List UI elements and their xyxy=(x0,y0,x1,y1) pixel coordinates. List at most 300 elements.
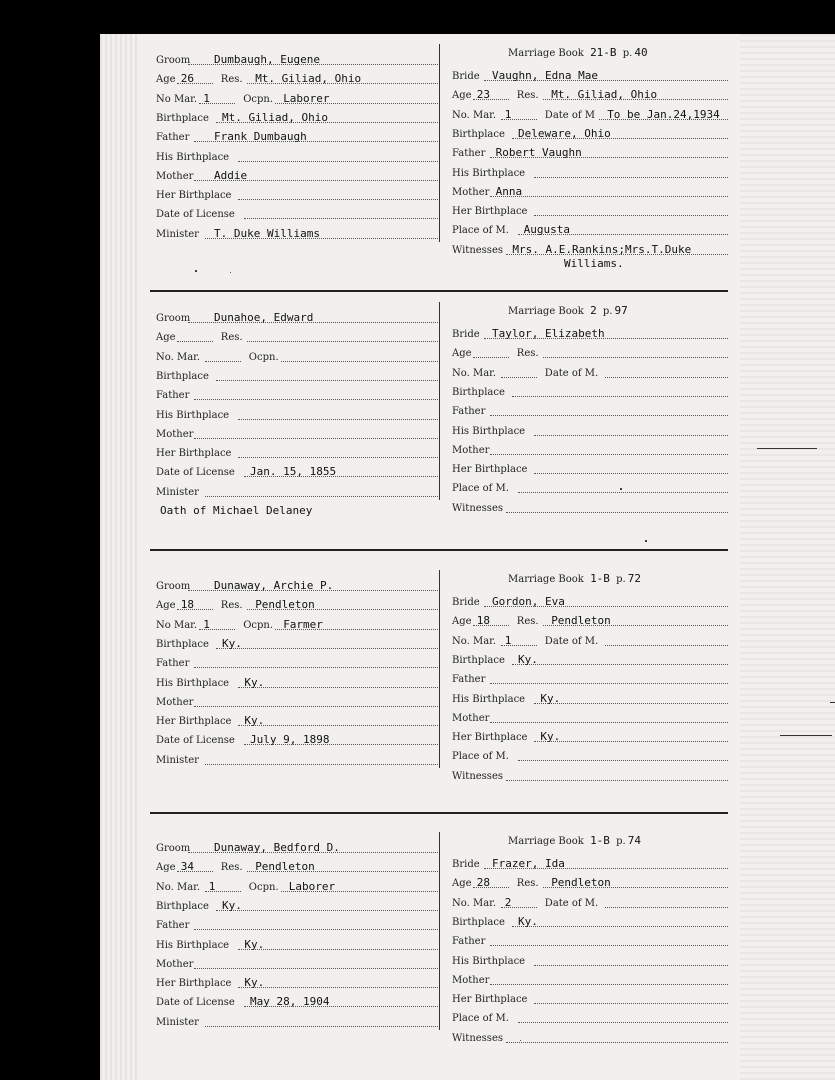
field-label: Birthplace xyxy=(452,916,505,928)
page-number: 97 xyxy=(614,304,628,317)
field-value: Mt. Giliad, Ohio xyxy=(255,72,362,86)
leader-dots xyxy=(205,1026,438,1027)
marriage-book-reference xyxy=(508,46,650,59)
record-note: Oath of Michael Delaney xyxy=(160,504,313,517)
field-label: Birthplace xyxy=(156,370,209,382)
field-label: Groom xyxy=(156,313,191,324)
leader-dots xyxy=(238,949,438,950)
page-number: 74 xyxy=(627,834,641,847)
field-value: Dunahoe, Edward xyxy=(214,311,314,324)
leader-dots xyxy=(534,177,728,178)
field-label: Birthplace xyxy=(452,128,505,140)
left-field-her-birthplace xyxy=(156,443,438,461)
field-label: No. Mar. xyxy=(452,367,497,379)
field-label: Res. xyxy=(516,90,539,102)
right-field-age xyxy=(452,611,728,629)
field-label: His Birthplace xyxy=(156,939,230,951)
field-label: Her Birthplace xyxy=(452,464,528,476)
left-field-groom xyxy=(156,838,438,856)
field-value: 1 xyxy=(203,91,210,105)
leader-dots xyxy=(238,987,438,988)
left-field-no-mar xyxy=(156,89,438,107)
field-value: Mt. Giliad, Ohio xyxy=(222,110,328,124)
field-label: Age xyxy=(452,348,472,360)
field-label: Minister xyxy=(156,754,199,766)
right-field-birthplace xyxy=(452,124,728,142)
left-field-birthplace xyxy=(156,896,438,914)
marriage-record-card xyxy=(150,44,728,270)
field-label: Father xyxy=(156,390,190,402)
left-field-date-of-license xyxy=(156,730,438,748)
field-label: Mother xyxy=(156,428,194,440)
scan-speck xyxy=(645,540,647,542)
field-label: Age xyxy=(452,90,472,102)
field-value: Ky. xyxy=(222,898,242,912)
right-field-father xyxy=(452,669,728,687)
field-label: Date of License xyxy=(156,467,235,479)
field-value: Dunaway, Bedford D. xyxy=(214,841,340,854)
left-field-no-mar xyxy=(156,347,438,365)
field-label: No. Mar. xyxy=(156,351,201,363)
field-value: Jan. 15, 1855 xyxy=(250,465,337,479)
right-field-place-of-m xyxy=(452,220,728,238)
field-label: Res. xyxy=(220,862,243,874)
leader-dots xyxy=(534,741,728,742)
left-field-minister xyxy=(156,224,438,242)
leader-dots xyxy=(506,512,728,513)
marriage-book-label: Marriage Book xyxy=(508,836,584,847)
page-number: 72 xyxy=(627,572,641,585)
right-field-witnesses xyxy=(452,766,728,784)
marriage-book-number: 21-B xyxy=(590,46,617,59)
right-field-witnesses xyxy=(452,498,728,516)
field-value-continued: Williams. xyxy=(564,256,624,270)
marriage-book-number: 1-B xyxy=(590,834,610,847)
leader-dots xyxy=(177,341,213,342)
field-value: 23 xyxy=(476,88,491,102)
field-value: Gordon, Eva xyxy=(492,595,565,608)
field-value: Dunaway, Archie P. xyxy=(214,579,334,592)
leader-dots xyxy=(238,687,438,688)
field-value: Ky. xyxy=(540,730,561,744)
field-value: Pendleton xyxy=(551,614,611,628)
field-value: Ky. xyxy=(244,937,265,951)
field-label: Minister xyxy=(156,228,199,240)
leader-dots xyxy=(518,492,728,493)
field-label: Place of M. xyxy=(452,1013,509,1025)
leader-dots xyxy=(205,764,438,765)
field-label: Groom xyxy=(156,55,191,66)
field-label: Age xyxy=(156,74,176,86)
field-label: Father xyxy=(156,132,190,144)
field-label: Date of M. xyxy=(544,635,599,647)
left-field-his-birthplace xyxy=(156,405,438,423)
marriage-book-number: 2 xyxy=(590,304,597,317)
left-field-groom xyxy=(156,576,438,594)
field-label: Age xyxy=(156,600,176,612)
right-field-bride xyxy=(452,66,728,84)
leader-dots xyxy=(512,396,728,397)
scan-margin-mark xyxy=(830,702,835,703)
field-label: Res. xyxy=(516,878,539,890)
leader-dots xyxy=(490,454,728,455)
field-label: Her Birthplace xyxy=(156,716,232,728)
field-label: Mother xyxy=(156,696,194,708)
field-label: Ocpn. xyxy=(243,93,274,105)
field-label: No Mar. xyxy=(156,619,198,631)
field-label: Witnesses xyxy=(452,244,503,256)
leader-dots xyxy=(543,357,728,358)
leader-dots xyxy=(518,1022,728,1023)
field-value: 1 xyxy=(208,879,216,893)
column-divider xyxy=(439,302,440,500)
field-value: Dumbaugh, Eugene xyxy=(214,53,320,66)
left-field-mother xyxy=(156,424,438,442)
right-field-no-mar xyxy=(452,105,728,123)
field-label: His Birthplace xyxy=(156,409,230,421)
left-field-mother xyxy=(156,692,438,710)
left-field-age xyxy=(156,69,438,87)
scan-edge-left xyxy=(100,34,140,1080)
leader-dots xyxy=(194,399,438,400)
marriage-book-reference xyxy=(508,572,643,585)
field-label: Res. xyxy=(220,600,243,612)
field-label: Date of License xyxy=(156,735,235,747)
field-value: Anna xyxy=(495,184,523,198)
field-label: Witnesses xyxy=(452,770,503,782)
marriage-book-label: Marriage Book xyxy=(508,48,584,59)
field-label: Witnesses xyxy=(452,502,503,514)
field-value: Ky. xyxy=(244,675,265,689)
leader-dots xyxy=(238,199,438,200)
leader-dots xyxy=(605,645,728,646)
field-label: Age xyxy=(452,878,472,890)
leader-dots xyxy=(247,341,438,342)
left-field-mother xyxy=(156,954,438,972)
field-label: Age xyxy=(156,862,176,874)
right-field-father xyxy=(452,931,728,949)
left-field-age xyxy=(156,857,438,875)
left-field-date-of-license xyxy=(156,462,438,480)
right-field-father xyxy=(452,143,728,161)
leader-dots xyxy=(534,1003,728,1004)
field-value: 1 xyxy=(504,633,512,647)
field-label: Place of M. xyxy=(452,751,509,763)
leader-dots xyxy=(490,945,728,946)
record-separator-rule xyxy=(150,812,728,814)
left-field-age xyxy=(156,595,438,613)
leader-dots xyxy=(518,760,728,761)
leader-dots xyxy=(238,161,438,162)
right-field-mother xyxy=(452,440,728,458)
leader-dots xyxy=(216,648,438,649)
field-label: Bride xyxy=(452,859,480,870)
field-value: Mt. Giliad, Ohio xyxy=(551,88,658,102)
field-value: Ky. xyxy=(540,691,561,705)
field-value: 1 xyxy=(203,617,210,631)
leader-dots xyxy=(473,357,509,358)
leader-dots xyxy=(194,968,438,969)
left-field-groom xyxy=(156,308,438,326)
marriage-record-card xyxy=(150,570,728,790)
page-number: 40 xyxy=(634,46,648,59)
field-label: No. Mar. xyxy=(452,109,497,121)
field-value: Ky. xyxy=(244,976,265,990)
marriage-book-reference xyxy=(508,834,643,847)
right-field-bride xyxy=(452,324,728,342)
field-value: 34 xyxy=(180,860,195,874)
right-field-her-birthplace xyxy=(452,459,728,477)
left-field-her-birthplace xyxy=(156,185,438,203)
field-value: Vaughn, Edna Mae xyxy=(492,69,598,82)
leader-dots xyxy=(605,377,728,378)
field-label: Ocpn. xyxy=(248,881,279,893)
marriage-book-reference xyxy=(508,304,630,317)
marriage-book-label: Marriage Book xyxy=(508,574,584,585)
field-label: Her Birthplace xyxy=(452,994,528,1006)
marriage-book-label: Marriage Book xyxy=(508,306,584,317)
left-field-his-birthplace xyxy=(156,147,438,165)
field-value: 26 xyxy=(180,72,195,86)
field-label: Mother xyxy=(452,712,490,724)
right-field-witnesses xyxy=(452,1028,728,1046)
field-label: Birthplace xyxy=(156,900,209,912)
field-value: 28 xyxy=(476,876,491,890)
leader-dots xyxy=(512,664,728,665)
field-label: Ocpn. xyxy=(243,619,274,631)
right-field-mother xyxy=(452,182,728,200)
field-label: Date of License xyxy=(156,209,235,221)
left-field-father xyxy=(156,653,438,671)
right-field-age xyxy=(452,343,728,361)
leader-dots xyxy=(490,415,728,416)
left-field-minister xyxy=(156,482,438,500)
leader-dots xyxy=(238,725,438,726)
left-field-his-birthplace xyxy=(156,935,438,953)
left-field-no-mar xyxy=(156,877,438,895)
column-divider xyxy=(439,44,440,242)
field-value: Farmer xyxy=(283,617,323,631)
right-field-mother xyxy=(452,708,728,726)
left-field-his-birthplace xyxy=(156,673,438,691)
field-label: Place of M. xyxy=(452,225,509,237)
marriage-book-number: 1-B xyxy=(590,572,610,585)
right-field-no-mar xyxy=(452,363,728,381)
field-label: His Birthplace xyxy=(452,167,526,179)
field-label: His Birthplace xyxy=(156,677,230,689)
field-label: Ocpn. xyxy=(248,351,279,363)
scan-speck xyxy=(620,488,622,490)
field-label: Father xyxy=(156,920,190,932)
field-label: His Birthplace xyxy=(452,955,526,967)
leader-dots xyxy=(194,667,438,668)
left-field-groom xyxy=(156,50,438,68)
field-value: T. Duke Williams xyxy=(214,226,320,240)
field-value: Ky. xyxy=(244,714,265,728)
field-value: Addie xyxy=(214,168,248,182)
field-value: Pendleton xyxy=(255,860,315,874)
leader-dots xyxy=(490,984,728,985)
right-field-his-birthplace xyxy=(452,689,728,707)
record-separator-rule xyxy=(150,549,728,551)
leader-dots xyxy=(506,1042,728,1043)
field-value: To be Jan.24,1934 xyxy=(607,107,720,121)
field-label: Mother xyxy=(452,444,490,456)
leader-dots xyxy=(216,910,438,911)
field-label: Bride xyxy=(452,71,480,82)
field-label: Age xyxy=(156,332,176,344)
field-label: Minister xyxy=(156,486,199,498)
right-field-no-mar xyxy=(452,893,728,911)
right-field-mother xyxy=(452,970,728,988)
field-label: Her Birthplace xyxy=(452,206,528,218)
field-value: Pendleton xyxy=(255,598,315,612)
field-label: Father xyxy=(452,148,486,160)
marriage-record-card xyxy=(150,832,728,1052)
right-field-his-birthplace xyxy=(452,951,728,969)
field-value: Ky. xyxy=(222,636,242,650)
leader-dots xyxy=(534,473,728,474)
right-field-bride xyxy=(452,854,728,872)
field-label: Groom xyxy=(156,843,191,854)
page-label: p. xyxy=(602,306,613,317)
field-label: Birthplace xyxy=(156,112,209,124)
field-label: Birthplace xyxy=(452,386,505,398)
leader-dots xyxy=(534,965,728,966)
leader-dots xyxy=(490,722,728,723)
field-label: No. Mar. xyxy=(156,881,201,893)
column-divider xyxy=(439,570,440,768)
field-label: Mother xyxy=(156,170,194,182)
right-field-birthplace xyxy=(452,912,728,930)
right-field-father xyxy=(452,401,728,419)
field-value: Ky. xyxy=(518,914,538,928)
scan-margin-mark xyxy=(780,735,832,736)
leader-dots xyxy=(512,926,728,927)
right-field-bride xyxy=(452,592,728,610)
field-value: Augusta xyxy=(523,223,570,237)
page-label: p. xyxy=(616,836,626,847)
field-value: Frazer, Ida xyxy=(492,857,565,870)
right-field-age xyxy=(452,873,728,891)
page-label: p. xyxy=(616,574,626,585)
field-label: Date of License xyxy=(156,997,235,1009)
field-value: 2 xyxy=(504,895,512,909)
field-label: Mother xyxy=(156,958,194,970)
field-value: Taylor, Elizabeth xyxy=(492,327,605,340)
left-field-father xyxy=(156,127,438,145)
field-label: Father xyxy=(452,674,486,686)
leader-dots xyxy=(238,419,438,420)
field-value: 18 xyxy=(180,598,195,612)
leader-dots xyxy=(205,361,241,362)
field-label: Date of M. xyxy=(544,897,599,909)
scan-speck xyxy=(195,270,197,272)
leader-dots xyxy=(501,377,537,378)
field-label: Groom xyxy=(156,581,191,592)
field-value: Ky. xyxy=(518,652,538,666)
left-field-father xyxy=(156,915,438,933)
field-value: Laborer xyxy=(288,879,336,893)
field-label: Birthplace xyxy=(156,638,209,650)
leader-dots xyxy=(238,457,438,458)
field-label: Minister xyxy=(156,1016,199,1028)
left-field-date-of-license xyxy=(156,992,438,1010)
field-label: Date of M xyxy=(544,109,596,121)
field-value: 18 xyxy=(476,614,491,628)
leader-dots xyxy=(194,929,438,930)
field-value: 1 xyxy=(504,107,512,121)
field-label: Res. xyxy=(516,616,539,628)
page-label: p. xyxy=(622,48,633,59)
leader-dots xyxy=(534,703,728,704)
field-label: His Birthplace xyxy=(156,151,230,163)
scan-margin-mark xyxy=(757,448,817,449)
leader-dots xyxy=(506,780,728,781)
left-field-birthplace xyxy=(156,366,438,384)
column-divider xyxy=(439,832,440,1030)
left-field-birthplace xyxy=(156,108,438,126)
field-label: Place of M. xyxy=(452,483,509,495)
right-field-his-birthplace xyxy=(452,163,728,181)
field-label: Res. xyxy=(220,74,243,86)
field-label: Father xyxy=(452,406,486,418)
field-label: Father xyxy=(452,936,486,948)
leader-dots xyxy=(194,706,438,707)
left-field-her-birthplace xyxy=(156,973,438,991)
leader-dots xyxy=(534,435,728,436)
field-label: No. Mar. xyxy=(452,635,497,647)
field-label: Her Birthplace xyxy=(452,732,528,744)
left-field-minister xyxy=(156,750,438,768)
field-label: Her Birthplace xyxy=(156,190,232,202)
leader-dots xyxy=(244,218,438,219)
right-field-place-of-m xyxy=(452,1008,728,1026)
field-value: Robert Vaughn xyxy=(495,146,582,160)
field-label: His Birthplace xyxy=(452,693,526,705)
right-field-his-birthplace xyxy=(452,421,728,439)
left-field-date-of-license xyxy=(156,204,438,222)
right-field-her-birthplace xyxy=(452,989,728,1007)
left-field-mother xyxy=(156,166,438,184)
field-value: Deleware, Ohio xyxy=(518,126,611,140)
field-label: Res. xyxy=(516,348,539,360)
right-field-birthplace xyxy=(452,650,728,668)
field-label: Father xyxy=(156,658,190,670)
scan-edge-right xyxy=(740,34,835,1080)
field-label: Mother xyxy=(452,974,490,986)
right-field-birthplace xyxy=(452,382,728,400)
leader-dots xyxy=(605,907,728,908)
right-field-her-birthplace xyxy=(452,727,728,745)
field-label: Age xyxy=(452,616,472,628)
field-value: Laborer xyxy=(283,91,330,105)
leader-dots xyxy=(216,380,438,381)
field-label: Bride xyxy=(452,329,480,340)
left-field-no-mar xyxy=(156,615,438,633)
field-label: Her Birthplace xyxy=(156,448,232,460)
field-label: Mother xyxy=(452,186,490,198)
left-field-age xyxy=(156,327,438,345)
left-field-birthplace xyxy=(156,634,438,652)
leader-dots xyxy=(534,215,728,216)
leader-dots xyxy=(490,683,728,684)
field-label: Date of M. xyxy=(544,367,599,379)
right-field-witnesses xyxy=(452,240,728,270)
leader-dots xyxy=(281,361,438,362)
field-label: No Mar. xyxy=(156,93,198,105)
field-value: July 9, 1898 xyxy=(250,733,330,747)
